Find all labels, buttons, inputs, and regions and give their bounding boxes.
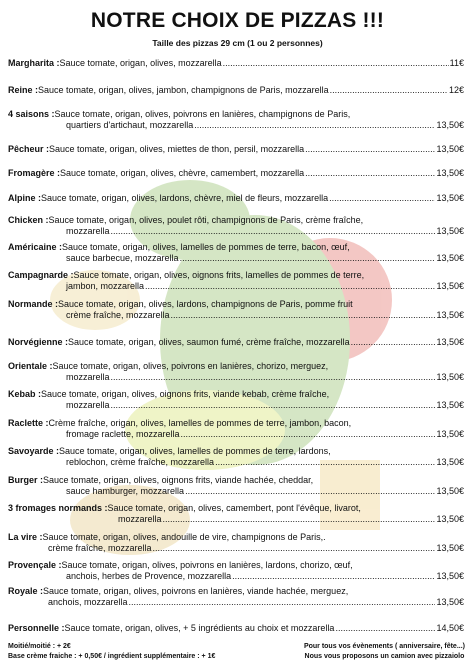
menu-item-la-vire — [8, 532, 464, 554]
pizza-price: 13,50€ — [436, 372, 464, 382]
pizza-name: Chicken : — [8, 215, 49, 225]
menu-item-margharita — [8, 58, 464, 69]
menu-item-4-saisons — [8, 109, 464, 131]
page-subtitle: Taille des pizzas 29 cm (1 ou 2 personnes) — [152, 38, 323, 48]
pizza-ingredients: Crème fraîche, origan, olives, lamelles de pommes de terre, jambon, bacon, — [48, 418, 352, 428]
extras-note: Base crème fraiche : + 0,50€ / ingrédient supplémentaire : + 1€ — [8, 653, 216, 660]
pizza-ingredients: Sauce tomate, origan, olives, oignons frits, viande hachée, cheddar, — [43, 475, 314, 485]
pizza-ingredients-cont: mozzarella — [118, 514, 162, 524]
pizza-ingredients-cont: crème fraîche, mozzarella — [48, 543, 152, 553]
menu-item-orientale — [8, 361, 464, 383]
footer-pricing-notes — [8, 642, 215, 662]
pizza-ingredients-cont: anchois, herbes de Provence, mozzarella — [66, 571, 232, 581]
pizza-price: 13,50€ — [436, 571, 464, 581]
pizza-ingredients-cont: jambon, mozzarella — [66, 281, 145, 291]
menu-item-raclette — [8, 418, 464, 440]
pizza-ingredients: Sauce tomate, origan, olives, lardons, chèvre, miel de fleurs, mozzarella — [41, 193, 329, 203]
pizza-ingredients: Sauce tomate, origan, olives, lardons, champignons de Paris, pomme fruit — [58, 299, 353, 309]
pizza-ingredients: Sauce tomate, origan, olives, oignons frits, lamelles de pommes de terre, — [73, 270, 365, 280]
pizza-price: 13,50€ — [436, 144, 464, 154]
menu-item-fromagere — [8, 168, 464, 179]
menu-item-alpine — [8, 193, 464, 204]
pizza-name: Burger : — [8, 475, 44, 485]
pizza-ingredients: Sauce tomate, origan, olives, mozzarella — [59, 58, 222, 68]
pizza-price: 13,50€ — [436, 514, 464, 524]
menu-item-royale — [8, 586, 464, 608]
pizza-ingredients: Sauce tomate, origan, olives, poivrons en lanières, viande hachée, merguez, — [43, 586, 349, 596]
half-half-note: Moitié/moitié : + 2€ — [8, 643, 71, 650]
pizza-name: Campagnarde : — [8, 270, 74, 280]
events-note: Pour tous vos évènements ( anniversaire, fête...) — [303, 643, 465, 650]
menu-item-americaine — [8, 242, 464, 264]
pizza-ingredients: Sauce tomate, origan, olives, jambon, champignons de Paris, mozzarella — [38, 85, 329, 95]
menu-item-savoyarde — [8, 446, 464, 468]
pizza-ingredients: Sauce tomate, origan, olives, camembert, pont l'évêque, livarot, — [107, 503, 361, 513]
menu-item-chicken — [8, 215, 464, 237]
pizza-ingredients: Sauce tomate, origan, olives, poivrons en lanières, chorizo, merguez, — [52, 361, 329, 371]
menu-item-norvegienne — [8, 337, 464, 348]
pizza-name: Kebab : — [8, 389, 42, 399]
pizza-price: 13,50€ — [436, 120, 464, 130]
pizza-name: Savoyarde : — [8, 446, 60, 456]
pizza-ingredients: Sauce tomate, origan, olives, oignons frits, viande kebab, crème fraîche, — [41, 389, 330, 399]
pizza-name: 3 fromages normands : — [8, 503, 108, 513]
pizza-price: 13,50€ — [436, 226, 464, 236]
pizza-price: 13,50€ — [436, 400, 464, 410]
menu-item-normande — [8, 299, 464, 321]
pizza-name: Norvégienne : — [8, 337, 69, 347]
pizza-ingredients-cont: reblochon, crème fraîche, mozzarella — [66, 457, 215, 467]
page-title: NOTRE CHOIX DE PIZZAS !!! — [90, 9, 385, 32]
truck-note: Nous vous proposons un camion avec pizzaiolo — [304, 653, 465, 660]
pizza-name: La vire : — [8, 532, 43, 542]
menu-item-reine — [8, 85, 464, 96]
pizza-ingredients-cont: quartiers d'artichaut, mozzarella — [66, 120, 194, 130]
pizza-ingredients-cont: sauce hamburger, mozzarella — [66, 486, 185, 496]
pizza-ingredients-cont: mozzarella — [66, 400, 110, 410]
pizza-price: 13,50€ — [436, 486, 464, 496]
pizza-ingredients: Sauce tomate, origan, olives, chèvre, camembert, mozzarella — [60, 168, 305, 178]
pizza-price: 13,50€ — [436, 457, 464, 467]
menu-item-burger — [8, 475, 464, 497]
pizza-ingredients: Sauce tomate, origan, olives, poivrons en lanières, lardons, chorizo, œuf, — [61, 560, 353, 570]
pizza-ingredients-cont: mozzarella — [66, 372, 110, 382]
pizza-name: Pêcheur : — [8, 144, 50, 154]
pizza-price: 13,50€ — [436, 597, 464, 607]
pizza-ingredients: Sauce tomate, origan, olives, andouille de vire, champignons de Paris,. — [42, 532, 326, 542]
menu-item-personnelle — [8, 623, 464, 634]
pizza-price: 13,50€ — [436, 168, 464, 178]
pizza-name: Personnelle : — [8, 623, 65, 633]
menu-item-pecheur — [8, 144, 464, 155]
pizza-ingredients: Sauce tomate, origan, olives, poulet rôti, champignons de Paris, crème fraîche, — [48, 215, 364, 225]
pizza-ingredients: Sauce tomate, origan, olives, lamelles de pommes de terre, bacon, œuf, — [62, 242, 350, 252]
pizza-price: 11€ — [449, 58, 464, 68]
pizza-ingredients: Sauce tomate, origan, olives, + 5 ingrédients au choix et mozzarella — [64, 623, 335, 633]
pizza-name: Royale : — [8, 586, 44, 596]
pizza-price: 13,50€ — [436, 253, 464, 263]
menu-item-campagnarde — [8, 270, 464, 292]
pizza-ingredients-cont: fromage raclette, mozzarella — [66, 429, 180, 439]
pizza-price: 13,50€ — [436, 337, 464, 347]
pizza-ingredients-cont: crème fraîche, mozzarella — [66, 310, 170, 320]
pizza-name: Normande : — [8, 299, 59, 309]
pizza-name: Fromagère : — [8, 168, 61, 178]
pizza-name: Reine : — [8, 85, 39, 95]
menu-item-provencale — [8, 560, 464, 582]
pizza-price: 13,50€ — [436, 543, 464, 553]
pizza-price: 14,50€ — [436, 623, 464, 633]
pizza-price: 13,50€ — [436, 281, 464, 291]
pizza-name: Américaine : — [8, 242, 63, 252]
pizza-name: Margharita : — [8, 58, 60, 68]
footer-events-notes — [304, 642, 465, 662]
pizza-ingredients: Sauce tomate, origan, olives, saumon fumé, crème fraîche, mozzarella — [68, 337, 350, 347]
pizza-ingredients-cont: sauce barbecue, mozzarella — [66, 253, 179, 263]
menu-item-3-fromages-normands — [8, 503, 464, 525]
pizza-price: 13,50€ — [436, 193, 464, 203]
pizza-name: Provençale : — [8, 560, 62, 570]
pizza-name: 4 saisons : — [8, 109, 55, 119]
pizza-name: Raclette : — [8, 418, 49, 428]
pizza-name: Orientale : — [8, 361, 53, 371]
pizza-price: 13,50€ — [436, 310, 464, 320]
pizza-ingredients: Sauce tomate, origan, olives, miettes de thon, persil, mozzarella — [49, 144, 305, 154]
pizza-name: Alpine : — [8, 193, 41, 203]
pizza-ingredients-cont: anchois, mozzarella — [48, 597, 128, 607]
menu-item-kebab — [8, 389, 464, 411]
pizza-price: 13,50€ — [436, 429, 464, 439]
pizza-ingredients: Sauce tomate, origan, olives, lamelles de pommes de terre, lardons, — [59, 446, 331, 456]
pizza-price: 12€ — [448, 85, 464, 95]
pizza-ingredients-cont: mozzarella — [66, 226, 110, 236]
pizza-ingredients: Sauce tomate, origan, olives, poivrons en lanières, champignons de Paris, — [54, 109, 351, 119]
